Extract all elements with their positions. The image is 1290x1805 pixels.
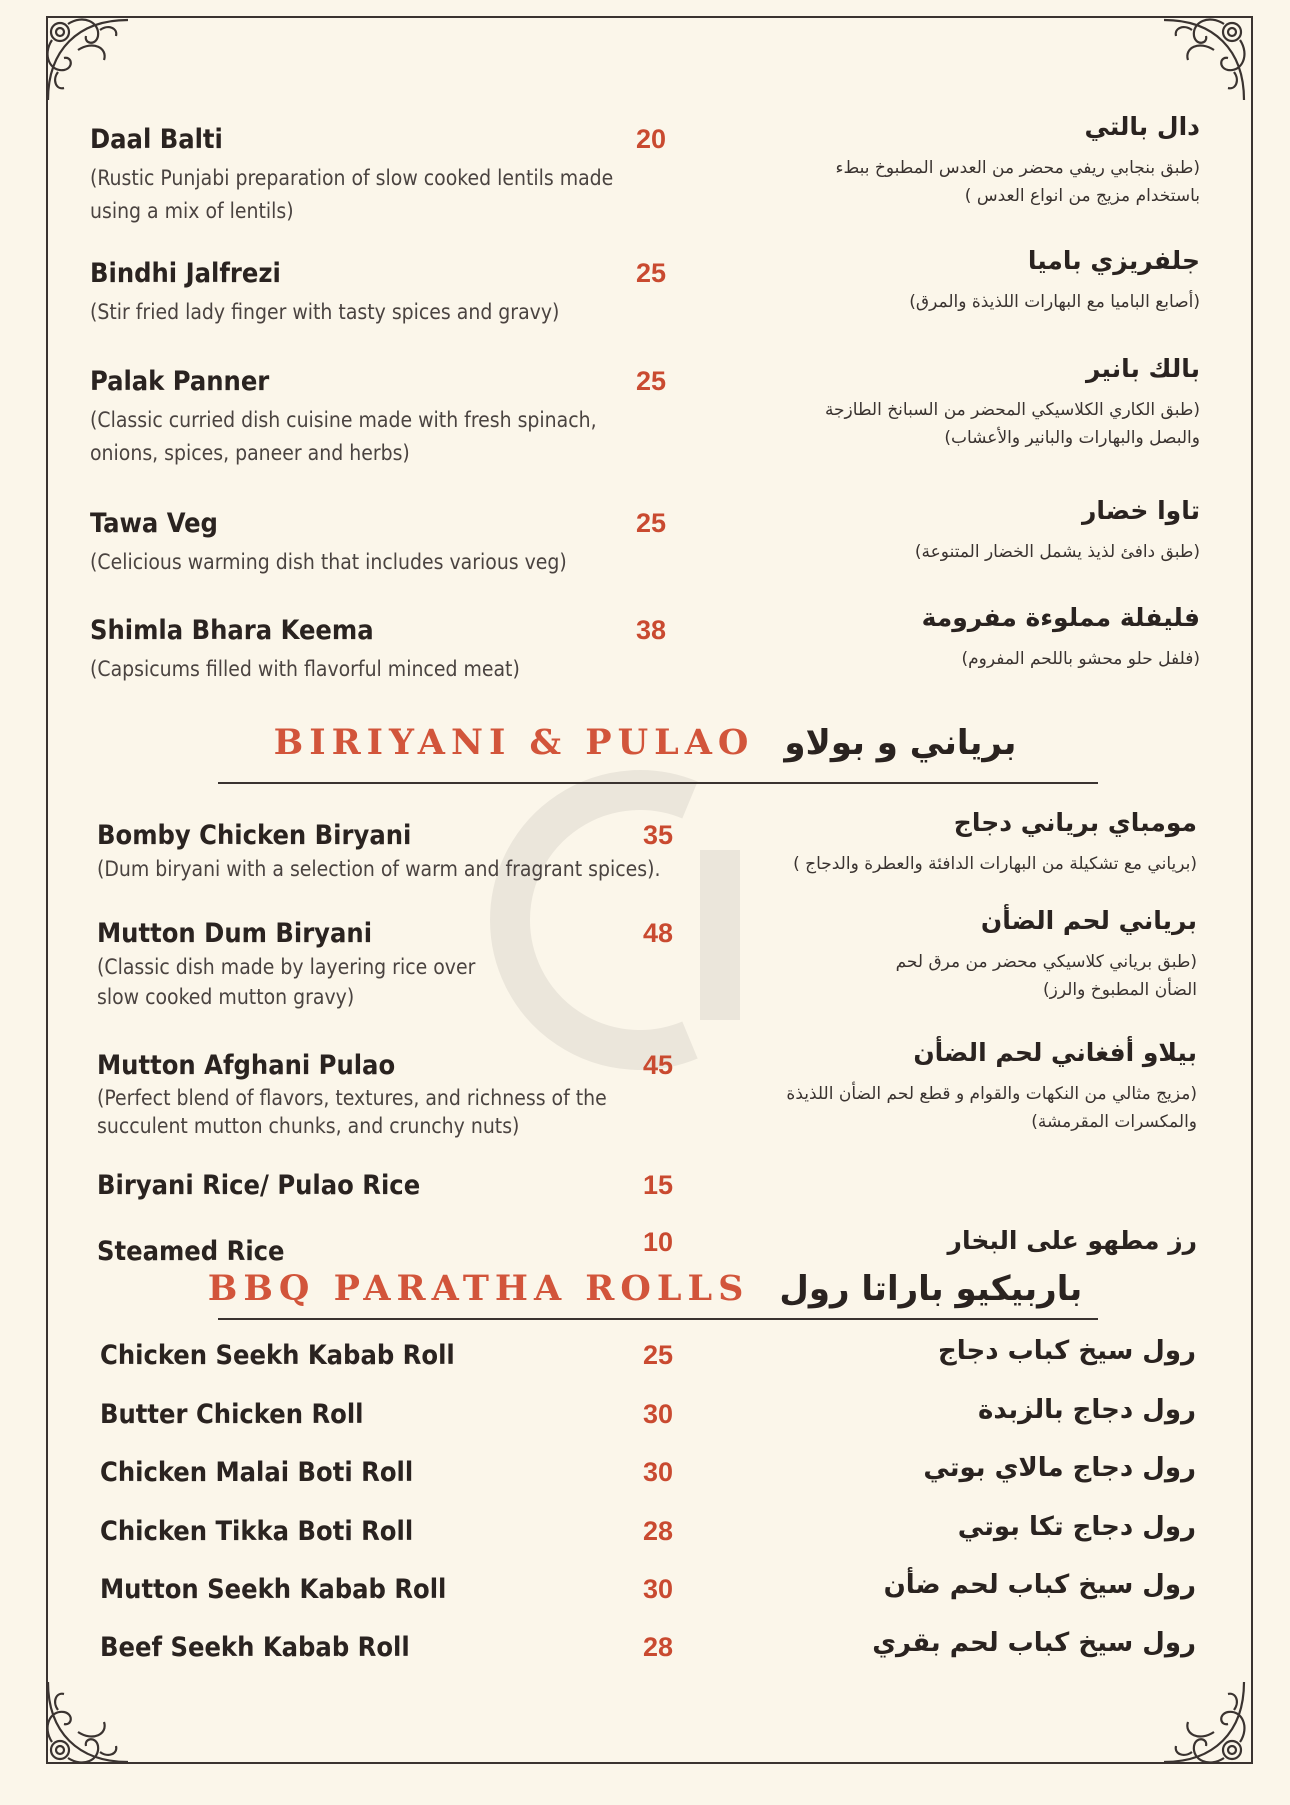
item-name-arabic: دال بالتي <box>1084 112 1200 141</box>
item-name-arabic: بالك بانير <box>1085 354 1200 383</box>
item-price: 35 <box>643 820 674 850</box>
item-price: 30 <box>643 1574 674 1604</box>
item-name: Mutton Seekh Kabab Roll <box>100 1574 447 1605</box>
menu-item <box>97 906 1197 1009</box>
item-name-arabic: رول سيخ كباب دجاج <box>938 1336 1196 1366</box>
section-divider <box>218 1318 1098 1320</box>
menu-item <box>100 1395 1196 1439</box>
item-name: Bomby Chicken Biryani <box>97 820 412 851</box>
item-name: Steamed Rice <box>97 1236 285 1267</box>
menu-item <box>97 1226 1197 1272</box>
item-description: (Classic curried dish cuisine made with fresh spinach, onions, spices, paneer and herbs) <box>90 408 597 465</box>
menu-item <box>90 112 1200 234</box>
section-title-arabic: برياني و بولاو <box>784 723 1017 763</box>
menu-item <box>100 1336 1196 1380</box>
item-description-arabic: (برياني مع تشكيلة من البهارات الدافئة والعطرة والدجاج ) <box>793 854 1197 874</box>
menu-item <box>90 496 1200 578</box>
item-name-arabic: مومباي برياني دجاج <box>953 808 1197 837</box>
item-description-arabic: (طبق برياني كلاسيكي محضر من مرق لحم الضأن المطبوخ والرز) <box>895 952 1197 1000</box>
item-name-arabic: رول سيخ كباب لحم بقري <box>872 1628 1196 1658</box>
item-price: 25 <box>636 508 667 538</box>
item-description: (Perfect blend of flavors, textures, and richness of the succulent mutton chunks, and crunchy nuts) <box>97 1086 607 1138</box>
item-price: 38 <box>636 615 667 645</box>
item-description-arabic: (طبق دافئ لذيذ يشمل الخضار المتنوعة) <box>914 542 1200 562</box>
item-description-arabic: (فلفل حلو محشو باللحم المفروم) <box>961 649 1200 669</box>
item-price: 25 <box>636 366 667 396</box>
corner-ornament-icon <box>1154 1672 1254 1772</box>
item-price: 30 <box>643 1457 674 1487</box>
menu-item <box>90 354 1200 476</box>
item-name-arabic: جلفريزي باميا <box>1027 246 1200 275</box>
item-name-arabic: رز مطهو على البخار <box>947 1226 1197 1255</box>
item-price: 25 <box>643 1340 674 1370</box>
menu-item <box>97 1170 1197 1210</box>
item-name-arabic: رول دجاج مالاي بوتي <box>923 1453 1196 1483</box>
item-name-arabic: رول دجاج بالزبدة <box>978 1395 1196 1425</box>
item-price: 20 <box>636 124 667 154</box>
corner-ornament-icon <box>38 1672 138 1772</box>
item-price: 15 <box>643 1170 674 1200</box>
item-description: (Classic dish made by layering rice over slow cooked mutton gravy) <box>97 955 476 1009</box>
item-name-arabic: تاوا خضار <box>1081 496 1200 525</box>
item-name: Butter Chicken Roll <box>100 1399 364 1430</box>
item-name: Shimla Bhara Keema <box>90 615 374 646</box>
section-title-bbq <box>0 1268 1290 1309</box>
item-price: 48 <box>643 918 674 948</box>
menu-item <box>97 808 1197 890</box>
corner-ornament-icon <box>1154 10 1254 110</box>
item-name: Chicken Tikka Boti Roll <box>100 1516 414 1547</box>
section-title-arabic: باربيكيو باراتا رول <box>779 1269 1083 1309</box>
menu-item <box>100 1628 1196 1672</box>
item-price: 10 <box>643 1227 674 1257</box>
item-description: (Stir fried lady finger with tasty spices and gravy) <box>90 300 560 324</box>
item-name: Mutton Afghani Pulao <box>97 1050 396 1081</box>
item-description-arabic: (طبق بنجابي ريفي محضر من العدس المطبوخ ببطء باستخدام مزيج من انواع العدس ) <box>835 158 1200 206</box>
item-description-arabic: (أصابع الباميا مع البهارات اللذيذة والمرق) <box>909 292 1200 312</box>
item-description-arabic: (طبق الكاري الكلاسيكي المحضر من السبانخ الطازجة والبصل والبهارات والبانير والأعشاب) <box>824 400 1200 448</box>
item-name-arabic: رول دجاج تكا بوتي <box>957 1512 1196 1542</box>
item-name-arabic: برياني لحم الضأن <box>980 906 1197 935</box>
item-description: (Celicious warming dish that includes various veg) <box>90 550 567 574</box>
section-title-english: BIRIYANI & PULAO <box>273 722 755 763</box>
item-name: Beef Seekh Kabab Roll <box>100 1632 410 1663</box>
menu-item <box>97 1038 1197 1140</box>
item-description: (Capsicums filled with flavorful minced meat) <box>90 657 520 681</box>
item-price: 30 <box>643 1399 674 1429</box>
item-description: (Dum biryani with a selection of warm and fragrant spices). <box>97 857 661 881</box>
item-name: Chicken Seekh Kabab Roll <box>100 1340 455 1371</box>
item-name: Daal Balti <box>90 124 223 155</box>
item-name-arabic: رول سيخ كباب لحم ضأن <box>883 1570 1196 1600</box>
section-divider <box>218 782 1098 784</box>
item-price: 28 <box>643 1632 674 1662</box>
section-title-biryani <box>0 722 1290 763</box>
menu-item <box>100 1570 1196 1614</box>
item-price: 25 <box>636 258 667 288</box>
item-name-arabic: بيلاو أفغاني لحم الضأن <box>913 1038 1197 1067</box>
item-name: Biryani Rice/ Pulao Rice <box>97 1170 421 1201</box>
item-price: 28 <box>643 1516 674 1546</box>
corner-ornament-icon <box>38 10 138 110</box>
item-description-arabic: (مزيج مثالي من النكهات والقوام و قطع لحم الضأن اللذيذة والمكسرات المقرمشة) <box>786 1084 1197 1132</box>
item-name: Chicken Malai Boti Roll <box>100 1457 414 1488</box>
menu-item <box>90 603 1200 685</box>
item-name: Mutton Dum Biryani <box>97 918 373 949</box>
item-name: Bindhi Jalfrezi <box>90 258 281 289</box>
item-name: Palak Panner <box>90 366 270 397</box>
menu-item <box>100 1512 1196 1556</box>
item-name: Tawa Veg <box>90 508 218 539</box>
item-price: 45 <box>643 1050 674 1080</box>
item-name-arabic: فليفلة مملوءة مفرومة <box>921 603 1200 632</box>
menu-item <box>90 246 1200 328</box>
section-title-english: BBQ PARATHA ROLLS <box>207 1268 750 1309</box>
menu-item <box>100 1453 1196 1497</box>
item-description: (Rustic Punjabi preparation of slow cooked lentils made using a mix of lentils) <box>90 166 614 223</box>
